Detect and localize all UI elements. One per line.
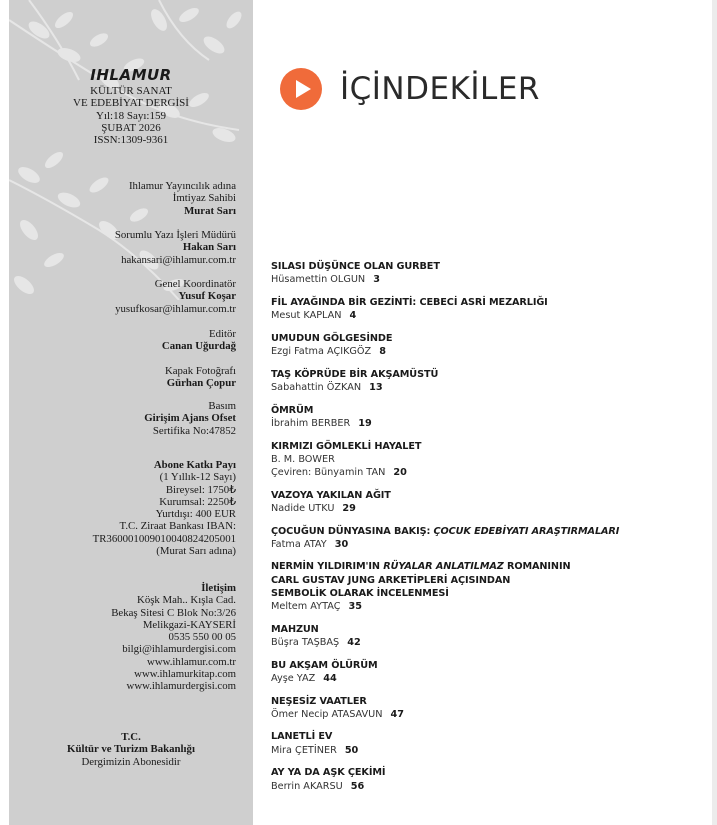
subscription-period: (1 Yıllık-12 Sayı) (159, 471, 236, 484)
page-edge-right (712, 0, 717, 825)
iban-holder: (Murat Sarı adına) (156, 545, 236, 558)
ministry-line: T.C. (121, 731, 141, 743)
article-author: Ezgi Fatma AÇIKGÖZ (271, 346, 372, 358)
manager-block (115, 229, 236, 266)
manager-role: Sorumlu Yazı İşleri Müdürü (114, 229, 236, 241)
owner-role: İmtiyaz Sahibi (172, 192, 236, 205)
toc-entry[interactable] (271, 766, 691, 792)
article-title: TAŞ KÖPRÜDE BİR AKŞAMÜSTÜ (271, 368, 439, 380)
masthead-line: VE EDEBİYAT DERGİSİ (73, 97, 189, 110)
address-line: Bekaş Sitesi C Blok No:3/26 (111, 606, 236, 619)
issue-number: Yıl:18 Sayı:159 (96, 109, 166, 122)
article-title: BU AKŞAM ÖLÜRÜM (271, 659, 378, 671)
page-edge (0, 0, 9, 825)
toc-entry[interactable] (271, 489, 691, 515)
print-block (144, 400, 236, 437)
article-title: LANETLİ EV (271, 731, 333, 743)
print-role: Basım (208, 400, 236, 412)
ministry-name: Kültür ve Turizm Bakanlığı (67, 743, 195, 756)
article-author: B. M. BOWER (271, 453, 335, 465)
website-link[interactable]: www.ihlamurkitap.com (134, 668, 236, 681)
page-number: 50 (344, 744, 359, 756)
page-number: 42 (347, 636, 361, 648)
print-name: Girişim Ajans Ofset (144, 412, 236, 425)
page-number: 13 (369, 381, 383, 393)
coordinator-email[interactable]: yusufkosar@ihlamur.com.tr (115, 302, 236, 315)
page-number: 20 (393, 466, 407, 478)
article-author: Mesut KAPLAN (271, 310, 342, 322)
phone-number: 0535 550 00 05 (168, 631, 236, 644)
article-title: NEŞESİZ VAATLER (271, 695, 367, 707)
article-author: Mira ÇETİNER (271, 744, 337, 756)
article-author: Nadide UTKU (271, 502, 335, 514)
imprint-sidebar (9, 0, 253, 825)
article-title-italic: RÜYALAR ANLATILMAZ (383, 561, 504, 573)
page-number: 56 (350, 780, 365, 792)
article-author: Meltem AYTAÇ (271, 601, 341, 613)
article-title: ÖMRÜM (271, 404, 314, 416)
address-line: Köşk Mah.. Kışla Cad. (137, 594, 236, 607)
subscription-abroad: Yurtdışı: 400 EUR (155, 508, 236, 521)
page-number: 47 (390, 708, 404, 720)
issn: ISSN:1309-9361 (93, 134, 169, 147)
toc-entry[interactable] (271, 525, 691, 551)
toc-entry[interactable] (271, 659, 691, 685)
page-number: 19 (358, 417, 372, 429)
toc-entry[interactable] (271, 560, 691, 613)
publisher-label: Ihlamur Yayıncılık adına (128, 180, 236, 192)
article-title-italic: ÇOCUK EDEBİYATI ARAŞTIRMALARI (433, 525, 620, 537)
article-title: AY YA DA AŞK ÇEKİMİ (271, 767, 386, 779)
toc-entry[interactable] (271, 623, 691, 649)
owner-name: Murat Sarı (184, 204, 236, 217)
toc-entry[interactable] (271, 695, 691, 721)
toc-entry[interactable] (271, 368, 691, 394)
contact-block (111, 582, 236, 693)
coordinator-block (115, 278, 236, 315)
photo-name: Gürhan Çopur (166, 377, 236, 390)
website-link[interactable]: www.ihlamurdergisi.com (126, 680, 236, 693)
toc-entry[interactable] (271, 730, 691, 756)
page-number: 44 (323, 672, 337, 684)
article-title (271, 525, 691, 538)
article-author: Sabahattin ÖZKAN (271, 381, 362, 393)
photo-block (165, 365, 236, 390)
toc-entry[interactable] (271, 440, 691, 480)
page-number: 3 (373, 274, 380, 286)
subscription-block (93, 459, 236, 557)
article-title: VAZOYA YAKILAN AĞIT (271, 489, 391, 501)
article-title-main: ÇOCUĞUN DÜNYASINA BAKIŞ: (271, 525, 434, 537)
magazine-logo: IHLAMUR (90, 66, 172, 84)
table-of-contents (271, 260, 691, 802)
bank-name: T.C. Ziraat Bankası IBAN: (119, 520, 236, 533)
issue-date: ŞUBAT 2026 (101, 121, 161, 134)
subscription-corporate: Kurumsal: 2250₺ (159, 495, 236, 508)
ministry-block (9, 731, 253, 768)
article-author: Büşra TAŞBAŞ (271, 636, 340, 648)
play-icon (280, 68, 322, 110)
translator: Çeviren: Bünyamin TAN (271, 466, 386, 478)
owner-block (129, 180, 236, 217)
contact-title: İletişim (201, 582, 236, 594)
toc-entry[interactable] (271, 332, 691, 358)
editor-role: Editör (209, 328, 236, 340)
article-title-line: SEMBOLİK OLARAK İNCELENMESİ (271, 587, 449, 599)
coordinator-role: Genel Koordinatör (154, 278, 236, 290)
article-title-part: NERMİN YILDIRIM'IN (271, 561, 384, 573)
article-title-part: ROMANININ (503, 561, 571, 573)
masthead-line: KÜLTÜR SANAT (90, 85, 172, 97)
coordinator-name: Yusuf Koşar (178, 290, 236, 303)
article-title: SILASI DÜŞÜNCE OLAN GURBET (271, 261, 440, 272)
article-title: FİL AYAĞINDA BİR GEZİNTİ: CEBECİ ASRİ MEZARLIĞI (271, 296, 548, 308)
page-number: 35 (348, 601, 362, 613)
article-title: KIRMIZI GÖMLEKLİ HAYALET (271, 440, 422, 452)
editor-name: Canan Uğurdağ (161, 340, 236, 353)
photo-role: Kapak Fotoğrafı (164, 365, 236, 377)
address-line: Melikgazi-KAYSERİ (142, 618, 236, 631)
article-title (271, 560, 691, 573)
article-author: Ömer Necip ATASAVUN (271, 708, 383, 720)
print-cert: Sertifika No:47852 (152, 424, 236, 437)
article-author: Hüsamettin OLGUN (271, 274, 366, 286)
article-author: Fatma ATAY (271, 538, 327, 550)
manager-email[interactable]: hakansari@ihlamur.com.tr (121, 253, 236, 266)
toc-entry[interactable] (271, 404, 691, 430)
article-author: İbrahim BERBER (271, 417, 351, 429)
article-author: Ayşe YAZ (271, 672, 316, 684)
toc-entry[interactable] (271, 260, 691, 286)
iban: TR360001009010040824205001 (92, 532, 236, 545)
article-title-line: CARL GUSTAV JUNG ARKETİPLERİ AÇISINDAN (271, 574, 511, 586)
page-number: 4 (349, 310, 357, 322)
manager-name: Hakan Sarı (182, 241, 236, 254)
article-title: MAHZUN (271, 623, 319, 635)
website-link[interactable]: www.ihlamur.com.tr (147, 655, 236, 668)
page-title: İÇİNDEKİLER (340, 71, 540, 107)
article-author: Berrin AKARSU (271, 780, 343, 792)
editor-block (162, 328, 236, 353)
masthead (9, 66, 253, 146)
contact-email[interactable]: bilgi@ihlamurdergisi.com (122, 643, 236, 656)
page-number: 29 (342, 502, 356, 514)
page-number: 8 (379, 346, 386, 358)
toc-entry[interactable] (271, 296, 691, 322)
article-title: UMUDUN GÖLGESİNDE (271, 332, 393, 344)
ministry-note: Dergimizin Abonesidir (81, 755, 181, 768)
toc-header (280, 64, 540, 114)
subscription-individual: Bireysel: 1750₺ (165, 483, 236, 496)
subscription-title: Abone Katkı Payı (153, 459, 236, 471)
page-number: 30 (334, 538, 349, 550)
